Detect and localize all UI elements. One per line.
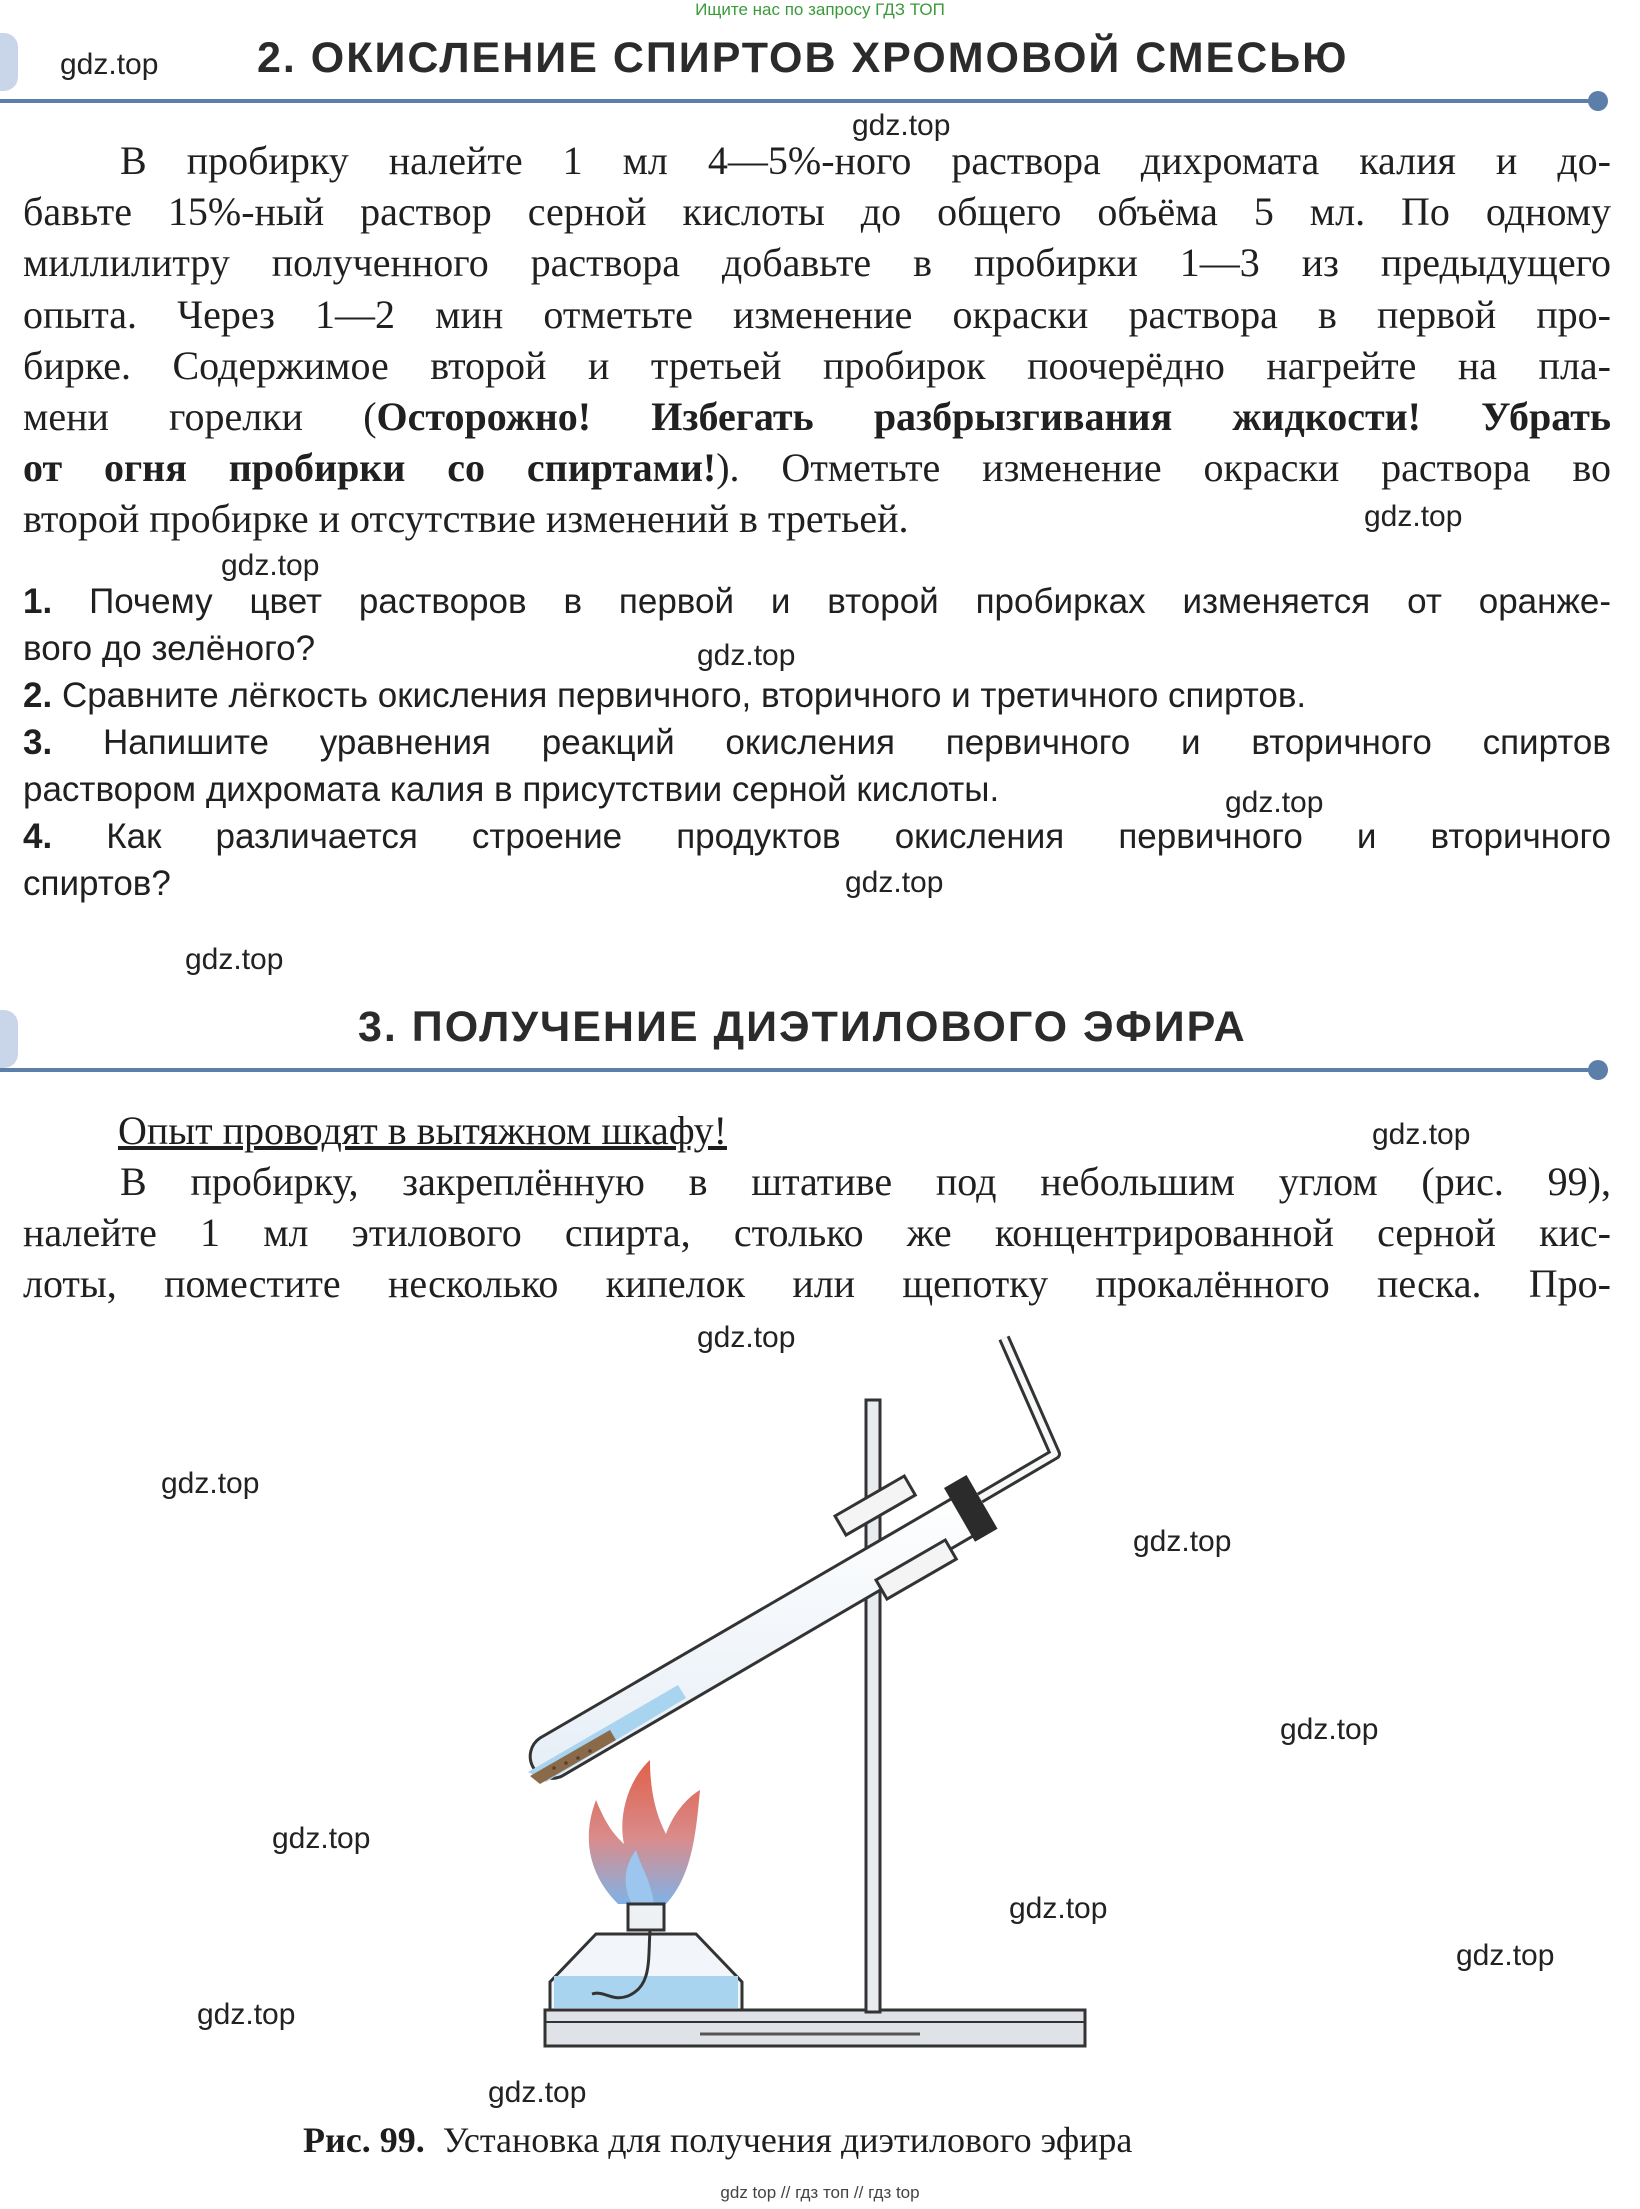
watermark: gdz.top xyxy=(272,1822,371,1855)
question-text: Сравните лёгкость окисления первичного, вторичного и третичного спиртов. xyxy=(61,676,1307,715)
paragraph-line: миллилитру полученного раствора добавьте в пробирки 1—3 из предыдущего xyxy=(23,240,1611,286)
paragraph-line: бавьте 15%-ный раствор серной кислоты до общего объёма 5 мл. По одному xyxy=(23,189,1611,235)
watermark: gdz.top xyxy=(1456,1939,1555,1972)
paragraph-line: второй пробирке и отсутствие изменений в третьей. xyxy=(23,496,909,542)
watermark: gdz.top xyxy=(852,109,951,142)
section-tab xyxy=(0,1010,18,1068)
watermark: gdz.top xyxy=(1364,500,1463,533)
watermark: gdz.top xyxy=(1009,1892,1108,1925)
section-3-title: 3. ПОЛУЧЕНИЕ ДИЭТИЛОВОГО ЭФИРА xyxy=(358,1003,1247,1051)
question-2 xyxy=(23,672,1611,719)
paragraph-line: налейте 1 мл этилового спирта, столько же концентрированной серной кис- xyxy=(23,1210,1611,1256)
warning-text: Осторожно! Избегать разбрызгивания жидкости! Убрать xyxy=(376,394,1611,440)
stand-base xyxy=(545,2010,1085,2046)
figure-caption xyxy=(303,2119,1132,2161)
question-number: 4. xyxy=(23,817,53,856)
watermark: gdz.top xyxy=(488,2076,587,2109)
rule-end-dot xyxy=(1588,91,1608,111)
question-1-cont: вого до зелёного? xyxy=(23,629,316,668)
watermark: gdz.top xyxy=(221,549,320,582)
rule-end-dot xyxy=(1588,1060,1608,1080)
section-2-text xyxy=(23,135,1611,545)
section-2-rule xyxy=(0,99,1594,103)
question-4-cont: спиртов? xyxy=(23,864,171,903)
section-2-title: 2. ОКИСЛЕНИЕ СПИРТОВ ХРОМОВОЙ СМЕСЬЮ xyxy=(257,34,1349,82)
section-3-text xyxy=(23,1156,1611,1310)
watermark: gdz.top xyxy=(185,943,284,976)
watermark: gdz.top xyxy=(197,1998,296,2031)
watermark: gdz.top xyxy=(1280,1713,1379,1746)
paragraph-line xyxy=(23,442,1611,493)
outlet-tube xyxy=(980,1338,1055,1498)
paragraph-line xyxy=(23,391,1611,442)
watermark: gdz.top xyxy=(1133,1525,1232,1558)
caption-text: Установка для получения диэтилового эфира xyxy=(442,2120,1133,2160)
burner-flame xyxy=(589,1760,700,1904)
question-3 xyxy=(23,719,1611,766)
questions-list xyxy=(23,578,1611,907)
watermark: gdz.top xyxy=(697,639,796,672)
text-run: мени горелки ( xyxy=(23,394,377,440)
paragraph-line: опыта. Через 1—2 мин отметьте изменение окраски раствора в первой про- xyxy=(23,291,1611,337)
question-1 xyxy=(23,578,1611,625)
bottom-banner: gdz top // гдз топ // гдз top xyxy=(720,2183,920,2202)
top-banner: Ищите нас по запросу ГДЗ ТОП xyxy=(695,0,945,19)
paragraph-line: бирке. Содержимое второй и третьей пробирок поочерёдно нагрейте на пла- xyxy=(23,342,1611,388)
text-run: ). Отметьте изменение окраски раствора во xyxy=(716,445,1611,491)
question-text: Как различается строение продуктов окисления первичного и вторичного xyxy=(106,817,1611,856)
watermark: gdz.top xyxy=(1372,1118,1471,1151)
section-tab xyxy=(0,33,18,91)
question-number: 3. xyxy=(23,723,53,762)
alcohol-burner xyxy=(550,1904,742,2010)
watermark: gdz.top xyxy=(697,1321,796,1354)
watermark: gdz.top xyxy=(60,48,159,81)
paragraph-line: лоты, поместите несколько кипелок или щепотку прокалённого песка. Про- xyxy=(23,1261,1611,1307)
watermark: gdz.top xyxy=(845,866,944,899)
watermark: gdz.top xyxy=(161,1467,260,1500)
figure-label: Рис. 99. xyxy=(303,2120,425,2160)
question-3-cont: раствором дихромата калия в присутствии серной кислоты. xyxy=(23,770,1000,809)
section-3-rule xyxy=(0,1068,1594,1072)
test-tube xyxy=(528,1488,990,1784)
figure-99-illustration xyxy=(500,1330,1120,2070)
paragraph-line: В пробирку, закреплённую в штативе под небольшим углом (рис. 99), xyxy=(120,1159,1611,1204)
question-4 xyxy=(23,813,1611,860)
warning-text: от огня пробирки со спиртами! xyxy=(23,445,717,491)
question-text: Напишите уравнения реакций окисления первичного и вторичного спиртов xyxy=(102,723,1611,762)
question-text: Почему цвет растворов в первой и второй пробирках изменяется от оранже- xyxy=(89,582,1611,621)
safety-hint: Опыт проводят в вытяжном шкафу! xyxy=(118,1108,727,1153)
paragraph-line: В пробирку налейте 1 мл 4—5%-ного раствора дихромата калия и до- xyxy=(120,138,1611,183)
question-number: 2. xyxy=(23,676,53,715)
watermark: gdz.top xyxy=(1225,786,1324,819)
question-number: 1. xyxy=(23,582,53,621)
